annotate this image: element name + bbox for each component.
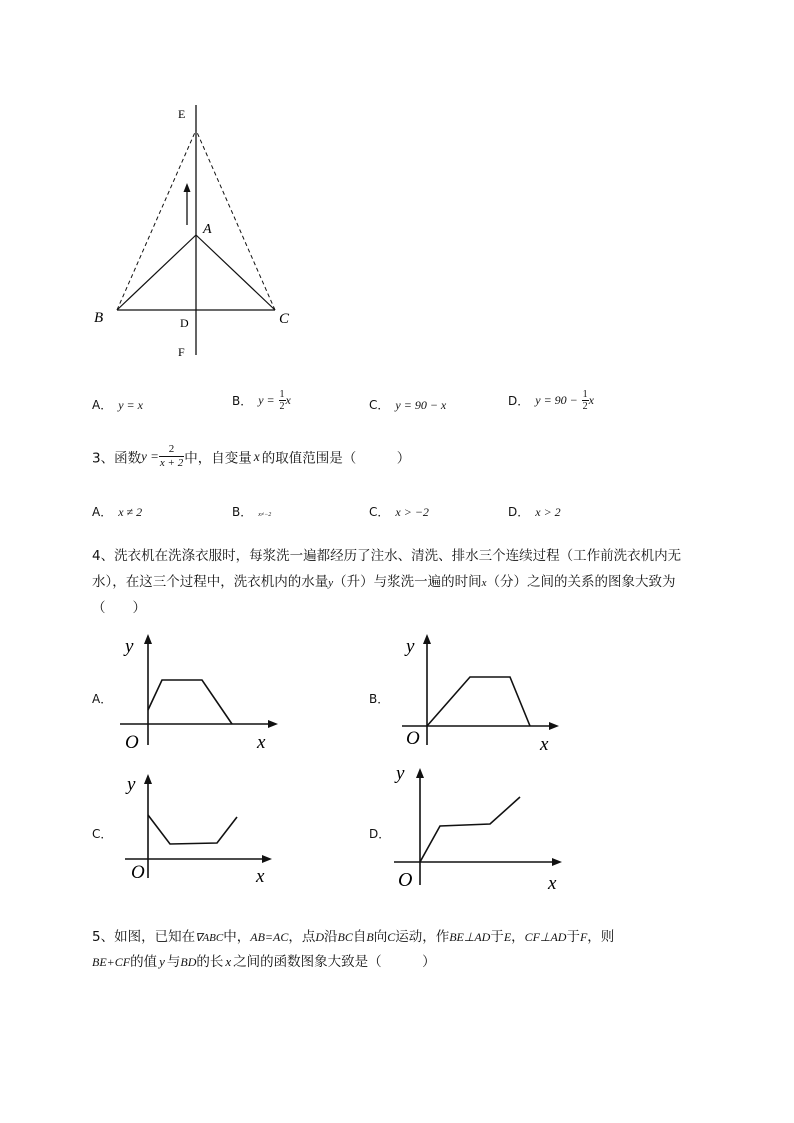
q5-math: D: [315, 930, 324, 944]
q5-math: BE+CF: [92, 955, 131, 969]
x-label: x: [548, 873, 557, 894]
origin-label: O: [406, 728, 420, 749]
q5-math: BD: [180, 955, 197, 969]
q5-text: 向: [373, 929, 388, 945]
q3-suffix: 的取值范围是（ ）: [261, 450, 411, 467]
up-arrow-head: [184, 183, 191, 192]
x-axis-arrow-icon: [552, 858, 562, 866]
origin-label: O: [398, 869, 413, 891]
q5-text: 沿: [324, 929, 338, 945]
q4-text: 水），在这三个过程中，洗衣机内的水量: [92, 574, 329, 590]
option-expr: x ≠ 2: [118, 505, 143, 519]
q5-math: C: [387, 930, 396, 944]
q3-option-d[interactable]: [508, 503, 561, 520]
q4-line-1: 4、洗衣机在洗涤衣服时，每浆洗一遍都经历了注水、清洗、排水三个连续过程（工作前洗衣机内无: [92, 548, 682, 564]
fraction: $\frac{1}{2}$: [279, 389, 285, 412]
option-letter: D．: [508, 394, 530, 408]
q4-graph-b[interactable]: [400, 630, 570, 755]
side-ab: [117, 235, 196, 310]
q4-graph-a[interactable]: [115, 630, 285, 755]
q5-text: ，则: [587, 929, 615, 945]
option-expr: y = 90 −: [535, 393, 578, 407]
x-axis-arrow-icon: [262, 855, 272, 863]
y-label: y: [125, 636, 134, 657]
q5-text: 于: [566, 929, 580, 945]
q4-option-d-letter[interactable]: D．: [369, 827, 391, 841]
triangle-figure: [80, 95, 310, 370]
x-label: x: [257, 732, 266, 753]
q4-option-a-letter[interactable]: A．: [92, 692, 113, 706]
q2-option-a[interactable]: [92, 396, 143, 413]
q3-option-b[interactable]: [232, 503, 271, 520]
option-expr: y = 90 − x: [395, 398, 447, 412]
q5-math: BE⊥AD: [449, 930, 491, 944]
x-axis-arrow-icon: [549, 722, 559, 730]
q5-math: CF⊥AD: [524, 930, 567, 944]
q4-graph-d[interactable]: [390, 760, 570, 895]
fraction: $\frac{1}{2}$: [582, 389, 588, 412]
q5-text: 自: [352, 929, 367, 945]
option-expr: y = x: [118, 398, 143, 412]
y-axis-arrow-icon: [144, 634, 152, 644]
q5-math: AB=AC: [250, 930, 289, 944]
option-letter: D．: [508, 505, 530, 519]
q4-line-2: [92, 570, 676, 590]
label-e: E: [178, 107, 186, 121]
q4-graph-c[interactable]: [120, 768, 280, 888]
option-var: x: [588, 393, 594, 407]
option-letter: B．: [232, 394, 253, 408]
graph-curve: [148, 815, 237, 844]
q5-text: ，点: [288, 929, 316, 945]
q4-var-x: x: [481, 577, 487, 589]
origin-label: O: [125, 732, 139, 753]
dashed-ce: [196, 130, 275, 310]
option-expr: x > 2: [535, 505, 561, 519]
x-axis-arrow-icon: [268, 720, 278, 728]
q3-lhs: y =: [141, 448, 159, 464]
q3-option-a[interactable]: [92, 503, 142, 520]
q5-line-2: [92, 950, 436, 970]
q5-text: 的值: [130, 954, 158, 970]
option-expr: x≠−2: [258, 512, 272, 518]
q3-var: x: [253, 448, 260, 464]
graph-curve: [427, 677, 530, 726]
label-d: D: [180, 316, 189, 330]
q3-option-c[interactable]: [369, 503, 429, 520]
origin-label: O: [131, 862, 145, 883]
q4-line-3: （ ）: [92, 600, 146, 616]
option-letter: A．: [92, 398, 113, 412]
q4-var-y: y: [328, 577, 334, 589]
x-label: x: [256, 866, 265, 887]
y-label: y: [127, 774, 136, 795]
q3-stem: [92, 443, 410, 470]
q5-text: 之间的函数图象大致是（ ）: [233, 954, 436, 970]
dashed-be: [117, 130, 196, 310]
label-b: B: [94, 310, 104, 326]
label-c: C: [279, 311, 290, 327]
q4-option-c-letter[interactable]: C．: [92, 827, 113, 841]
y-label: y: [406, 636, 415, 657]
q5-text: 于: [490, 929, 504, 945]
y-axis-arrow-icon: [144, 774, 152, 784]
q5-text: 与: [166, 954, 181, 970]
y-axis-arrow-icon: [423, 634, 431, 644]
q3-fraction: $\frac{2}{x + 2}$: [159, 443, 184, 469]
q5-text: 中，: [223, 929, 251, 945]
q3-prefix: 3、函数: [92, 450, 142, 467]
option-letter: C．: [369, 505, 390, 519]
label-a: A: [203, 222, 212, 237]
x-label: x: [540, 734, 549, 755]
q2-option-c[interactable]: [369, 396, 446, 413]
y-axis-arrow-icon: [416, 768, 424, 778]
option-expr: x > −2: [395, 505, 429, 519]
q4-option-b-letter[interactable]: B．: [369, 692, 390, 706]
q2-option-b[interactable]: [232, 389, 291, 412]
q5-text: 运动，作: [395, 929, 450, 945]
option-expr: y =: [258, 393, 275, 407]
q5-text: 的长: [196, 954, 224, 970]
q5-math: BC: [337, 930, 353, 944]
option-letter: A．: [92, 505, 113, 519]
y-label: y: [396, 763, 405, 784]
q5-math: x: [225, 954, 232, 969]
label-f: F: [178, 345, 185, 359]
option-letter: C．: [369, 398, 390, 412]
q5-math: B: [366, 930, 374, 944]
graph-curve: [148, 680, 232, 724]
side-ac: [196, 235, 275, 310]
q5-text: ，: [511, 929, 525, 945]
q5-line-1: [92, 925, 614, 945]
graph-curve: [420, 797, 520, 862]
q5-math: ∇ABC: [195, 932, 224, 944]
q5-text: 5、如图，已知在: [92, 929, 196, 945]
q5-math: F: [579, 930, 588, 944]
option-var: x: [285, 393, 291, 407]
q4-text: （升）与浆洗一遍的时间: [333, 574, 482, 590]
q5-math: E: [503, 930, 512, 944]
option-letter: B．: [232, 505, 253, 519]
q2-option-d[interactable]: [508, 389, 594, 412]
q3-mid: 中，自变量: [184, 450, 252, 467]
q5-math: y: [159, 954, 165, 969]
q4-text: （分）之间的关系的图象大致为: [486, 574, 676, 590]
